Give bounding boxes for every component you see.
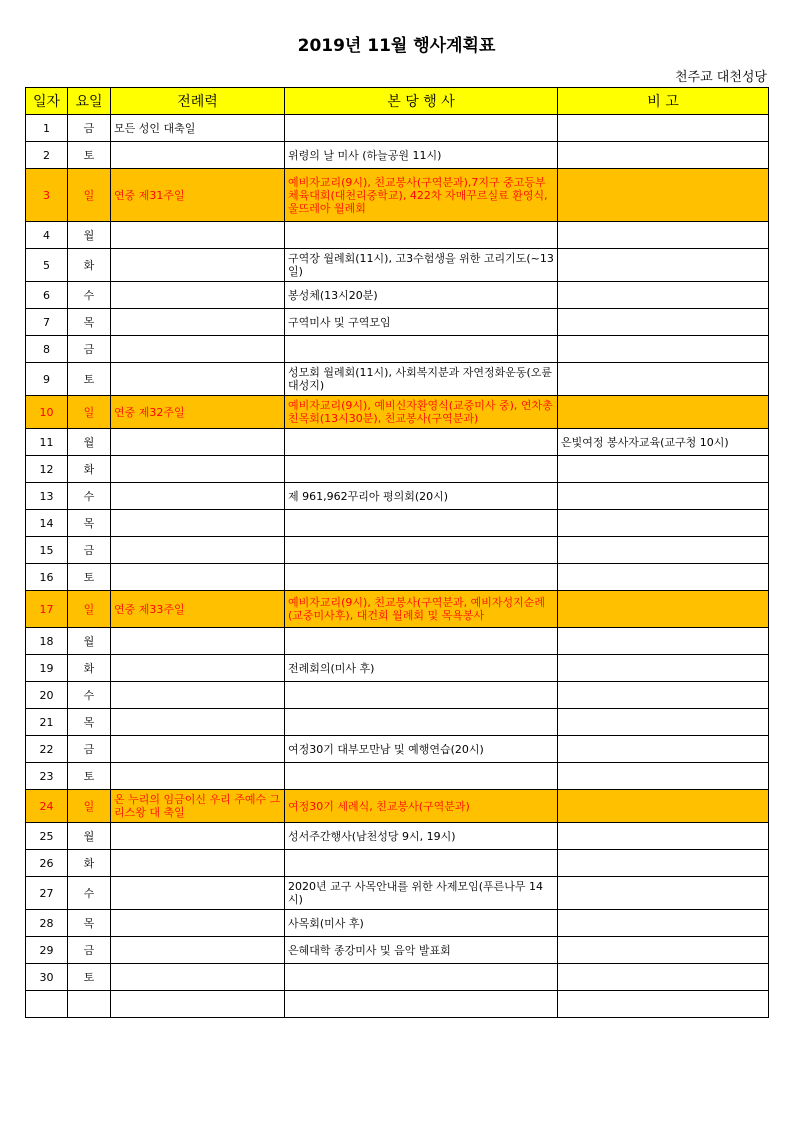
table-row (26, 964, 769, 991)
cell-weekday: 화 (68, 655, 111, 682)
table-row (26, 736, 769, 763)
cell-events (285, 709, 558, 736)
cell-day: 17 (26, 591, 68, 628)
cell-events (285, 991, 558, 1018)
cell-day: 1 (26, 115, 68, 142)
cell-weekday: 월 (68, 628, 111, 655)
cell-weekday: 토 (68, 964, 111, 991)
cell-events (285, 222, 558, 249)
cell-notes: 은빛여정 봉사자교육(교구청 10시) (558, 429, 769, 456)
cell-liturgy (111, 142, 285, 169)
table-row (26, 709, 769, 736)
cell-day: 19 (26, 655, 68, 682)
cell-day: 21 (26, 709, 68, 736)
organization-name: 천주교 대천성당 (674, 70, 767, 85)
cell-liturgy (111, 910, 285, 937)
cell-weekday: 수 (68, 282, 111, 309)
cell-day: 24 (26, 790, 68, 823)
cell-liturgy (111, 336, 285, 363)
cell-events (285, 964, 558, 991)
cell-weekday: 금 (68, 937, 111, 964)
cell-weekday: 토 (68, 564, 111, 591)
cell-weekday: 금 (68, 736, 111, 763)
cell-weekday: 월 (68, 823, 111, 850)
cell-liturgy (111, 483, 285, 510)
cell-notes (558, 964, 769, 991)
cell-notes (558, 169, 769, 222)
cell-notes (558, 709, 769, 736)
cell-events (285, 850, 558, 877)
cell-liturgy (111, 363, 285, 396)
cell-notes (558, 736, 769, 763)
cell-weekday: 토 (68, 142, 111, 169)
cell-weekday: 목 (68, 910, 111, 937)
table-row (26, 655, 769, 682)
cell-weekday: 수 (68, 682, 111, 709)
cell-events: 성모회 월례회(11시), 사회복지분과 자연정화운동(오륜대성지) (285, 363, 558, 396)
cell-weekday (68, 991, 111, 1018)
cell-liturgy (111, 991, 285, 1018)
cell-events: 봉성체(13시20분) (285, 282, 558, 309)
cell-weekday: 일 (68, 790, 111, 823)
page-title: 2019년 11월 행사계획표 (297, 36, 496, 56)
cell-weekday: 화 (68, 456, 111, 483)
cell-weekday: 목 (68, 709, 111, 736)
cell-weekday: 금 (68, 115, 111, 142)
cell-events: 사목회(미사 후) (285, 910, 558, 937)
cell-liturgy (111, 964, 285, 991)
cell-notes (558, 537, 769, 564)
table-body (26, 115, 769, 1018)
cell-day: 3 (26, 169, 68, 222)
cell-weekday: 일 (68, 591, 111, 628)
cell-notes (558, 628, 769, 655)
cell-events: 제 961,962꾸리아 평의회(20시) (285, 483, 558, 510)
cell-day: 10 (26, 396, 68, 429)
cell-notes (558, 396, 769, 429)
cell-weekday: 월 (68, 222, 111, 249)
cell-weekday: 토 (68, 363, 111, 396)
cell-events (285, 456, 558, 483)
cell-events (285, 628, 558, 655)
table-row (26, 169, 769, 222)
table-row (26, 790, 769, 823)
cell-weekday: 토 (68, 763, 111, 790)
cell-weekday: 목 (68, 309, 111, 336)
cell-day: 29 (26, 937, 68, 964)
event-schedule-table (25, 87, 769, 1018)
table-row (26, 564, 769, 591)
cell-liturgy (111, 456, 285, 483)
header-weekday: 요일 (68, 88, 111, 115)
cell-day: 22 (26, 736, 68, 763)
cell-events: 위령의 날 미사 (하늘공원 11시) (285, 142, 558, 169)
cell-notes (558, 309, 769, 336)
table-row (26, 763, 769, 790)
cell-events (285, 564, 558, 591)
cell-day: 28 (26, 910, 68, 937)
cell-liturgy (111, 655, 285, 682)
cell-liturgy (111, 309, 285, 336)
cell-weekday: 월 (68, 429, 111, 456)
cell-weekday: 일 (68, 169, 111, 222)
cell-events (285, 763, 558, 790)
cell-notes (558, 682, 769, 709)
cell-liturgy (111, 510, 285, 537)
table-row (26, 363, 769, 396)
cell-notes (558, 591, 769, 628)
cell-day: 2 (26, 142, 68, 169)
cell-events: 예비자교리(9시), 친교봉사(구역분과),7지구 중고등부 체육대회(대천리중학교), 422차 자매꾸르실료 환영식, 울뜨레아 월례회 (285, 169, 558, 222)
cell-day: 30 (26, 964, 68, 991)
cell-day: 20 (26, 682, 68, 709)
table-row (26, 937, 769, 964)
table-row (26, 628, 769, 655)
table-header-row (26, 88, 769, 115)
table-row (26, 510, 769, 537)
cell-notes (558, 655, 769, 682)
table-row (26, 396, 769, 429)
cell-liturgy (111, 823, 285, 850)
cell-weekday: 수 (68, 483, 111, 510)
cell-events: 구역장 월례회(11시), 고3수험생을 위한 고리기도(~13일) (285, 249, 558, 282)
cell-notes (558, 142, 769, 169)
table-row (26, 309, 769, 336)
cell-events: 예비자교리(9시), 친교봉사(구역분과, 예비자성지순례(교중미사후), 대건회 월례회 및 목욕봉사 (285, 591, 558, 628)
cell-notes (558, 249, 769, 282)
table-row (26, 282, 769, 309)
cell-notes (558, 910, 769, 937)
cell-liturgy: 연중 제32주일 (111, 396, 285, 429)
cell-events: 전례회의(미사 후) (285, 655, 558, 682)
cell-notes (558, 363, 769, 396)
cell-weekday: 일 (68, 396, 111, 429)
table-row (26, 823, 769, 850)
cell-day: 6 (26, 282, 68, 309)
table-row (26, 591, 769, 628)
table-row (26, 249, 769, 282)
cell-day: 8 (26, 336, 68, 363)
cell-liturgy: 연중 제33주일 (111, 591, 285, 628)
cell-liturgy (111, 709, 285, 736)
table-row (26, 877, 769, 910)
cell-liturgy (111, 429, 285, 456)
cell-notes (558, 456, 769, 483)
cell-day: 15 (26, 537, 68, 564)
cell-day: 14 (26, 510, 68, 537)
cell-weekday: 화 (68, 249, 111, 282)
cell-liturgy (111, 763, 285, 790)
cell-liturgy: 온 누리의 임금이신 우리 주예수 그리스왕 대 축일 (111, 790, 285, 823)
cell-notes (558, 937, 769, 964)
cell-events (285, 429, 558, 456)
cell-notes (558, 850, 769, 877)
cell-notes (558, 336, 769, 363)
header-day: 일자 (26, 88, 68, 115)
cell-day: 25 (26, 823, 68, 850)
cell-events: 여정30기 대부모만남 및 예행연습(20시) (285, 736, 558, 763)
cell-day: 13 (26, 483, 68, 510)
cell-day: 26 (26, 850, 68, 877)
cell-liturgy (111, 537, 285, 564)
cell-day: 5 (26, 249, 68, 282)
cell-events (285, 537, 558, 564)
cell-notes (558, 877, 769, 910)
table-row (26, 429, 769, 456)
cell-liturgy (111, 564, 285, 591)
cell-weekday: 금 (68, 537, 111, 564)
cell-day: 11 (26, 429, 68, 456)
cell-events: 성서주간행사(남천성당 9시, 19시) (285, 823, 558, 850)
cell-day: 27 (26, 877, 68, 910)
cell-notes (558, 483, 769, 510)
cell-events: 예비자교리(9시), 예비신자환영식(교중미사 중), 연차총친목회(13시30분), 친교봉사(구역분과) (285, 396, 558, 429)
table-row (26, 336, 769, 363)
cell-day: 7 (26, 309, 68, 336)
cell-liturgy (111, 877, 285, 910)
cell-liturgy (111, 222, 285, 249)
cell-day: 16 (26, 564, 68, 591)
header-events: 본 당 행 사 (285, 88, 558, 115)
cell-notes (558, 282, 769, 309)
cell-weekday: 화 (68, 850, 111, 877)
cell-liturgy: 연중 제31주일 (111, 169, 285, 222)
table-row (26, 115, 769, 142)
cell-day: 18 (26, 628, 68, 655)
cell-events: 2020년 교구 사목안내를 위한 사제모임(푸른나무 14시) (285, 877, 558, 910)
cell-events: 구역미사 및 구역모임 (285, 309, 558, 336)
cell-events (285, 682, 558, 709)
cell-notes (558, 823, 769, 850)
table-row (26, 456, 769, 483)
cell-weekday: 목 (68, 510, 111, 537)
cell-notes (558, 790, 769, 823)
cell-liturgy (111, 249, 285, 282)
cell-events (285, 510, 558, 537)
table-row (26, 142, 769, 169)
cell-liturgy (111, 736, 285, 763)
cell-events (285, 115, 558, 142)
cell-events: 은혜대학 종강미사 및 음악 발표회 (285, 937, 558, 964)
cell-weekday: 수 (68, 877, 111, 910)
cell-notes (558, 763, 769, 790)
cell-liturgy (111, 850, 285, 877)
cell-notes (558, 991, 769, 1018)
cell-events (285, 336, 558, 363)
table-row (26, 910, 769, 937)
cell-day: 12 (26, 456, 68, 483)
cell-notes (558, 115, 769, 142)
cell-day (26, 991, 68, 1018)
cell-weekday: 금 (68, 336, 111, 363)
header-notes: 비 고 (558, 88, 769, 115)
table-row (26, 991, 769, 1018)
cell-liturgy (111, 628, 285, 655)
header-liturgy: 전례력 (111, 88, 285, 115)
cell-liturgy (111, 937, 285, 964)
table-row (26, 682, 769, 709)
cell-notes (558, 510, 769, 537)
table-row (26, 850, 769, 877)
cell-day: 9 (26, 363, 68, 396)
cell-notes (558, 564, 769, 591)
cell-day: 23 (26, 763, 68, 790)
cell-events: 여정30기 세례식, 친교봉사(구역분과) (285, 790, 558, 823)
table-row (26, 537, 769, 564)
cell-liturgy (111, 682, 285, 709)
table-row (26, 222, 769, 249)
cell-liturgy: 모든 성인 대축일 (111, 115, 285, 142)
cell-liturgy (111, 282, 285, 309)
cell-day: 4 (26, 222, 68, 249)
table-row (26, 483, 769, 510)
cell-notes (558, 222, 769, 249)
